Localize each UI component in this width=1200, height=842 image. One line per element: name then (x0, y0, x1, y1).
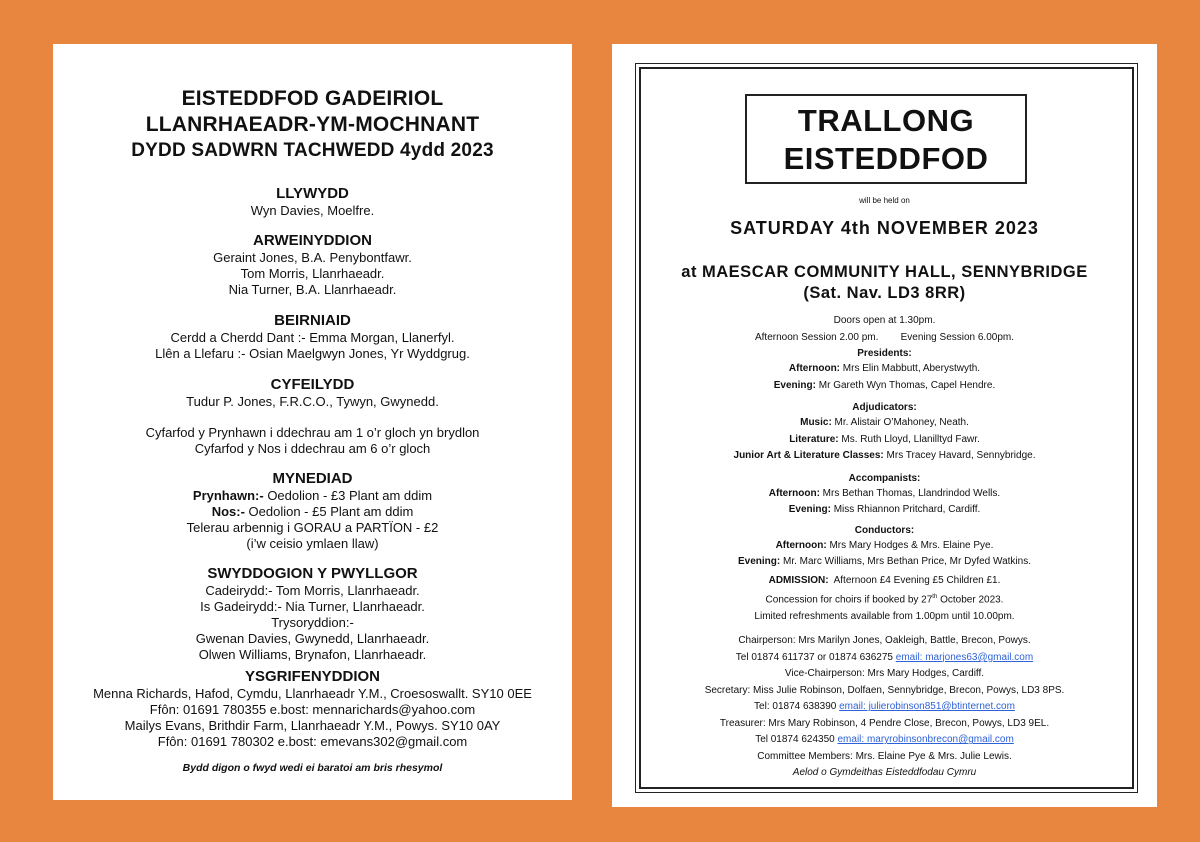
accompanist-afternoon (612, 486, 1157, 503)
secretary: Secretary: Miss Julie Robinson, Dolfaen, Sennybridge, Brecon, Powys, LD3 8PS. (704, 684, 1065, 696)
welsh-poster (53, 44, 572, 800)
committee-section (53, 565, 572, 663)
label: Music: (800, 417, 832, 428)
email-link[interactable]: email: marjones63@gmail.com (895, 651, 1034, 663)
section-heading: CYFEILYDD (270, 376, 355, 393)
phone: Tel 01874 611737 or 01874 636275 (735, 651, 896, 663)
admission-section (53, 470, 572, 552)
conductor-evening (612, 554, 1157, 571)
committee-members: Committee Members: Mrs. Elaine Pye & Mrs. Julie Lewis. (757, 750, 1012, 762)
held-on: will be held on (859, 196, 910, 205)
adjudicator-music (612, 415, 1157, 432)
email-link[interactable]: email: julierobinson851@btinternet.com (839, 701, 1015, 713)
session-times: Afternoon Session 2.00 pm. Evening Session 6.00pm. (754, 331, 1015, 343)
vice-chairperson: Vice-Chairperson: Mrs Mary Hodges, Cardiff. (784, 668, 985, 680)
section-line: Geraint Jones, B.A. Penybontfawr. (213, 250, 412, 265)
value: Concession for choirs if booked by 27 (765, 594, 933, 606)
admission-afternoon (53, 488, 572, 504)
treasurer: Treasurer: Mrs Mary Robinson, 4 Pendre Close, Brecon, Powys, LD3 9EL. (719, 717, 1050, 729)
label: Literature: (789, 433, 839, 445)
secretary-contact (612, 699, 1157, 716)
adjudicator-junior (612, 448, 1157, 465)
section-heading: YSGRIFENYDDION (244, 668, 380, 685)
president-afternoon (612, 361, 1157, 378)
adjudicators-section (53, 312, 572, 362)
admission-line (612, 573, 1157, 590)
concession-line (612, 589, 1157, 609)
value: Mrs Bethan Thomas, Llandrindod Wells. (819, 487, 1001, 499)
superscript: th (932, 594, 938, 600)
presidents-heading: Presidents: (857, 348, 912, 359)
value: October 2023. (937, 594, 1004, 606)
venue-block (612, 262, 1157, 304)
membership-note: Aelod o Gymdeithas Eisteddfodau Cymru (792, 767, 977, 779)
section-heading: LLYWYDD (276, 185, 349, 202)
section-heading: BEIRNIAID (274, 312, 351, 329)
accompanists-heading: Accompanists: (848, 472, 921, 484)
secretaries-section (53, 668, 572, 750)
start-times (53, 425, 572, 457)
chair-contact (612, 650, 1157, 667)
title-box (745, 94, 1027, 184)
label: Evening: (737, 556, 781, 567)
doors-open: Doors open at 1.30pm. (833, 315, 936, 326)
section-heading: ARWEINYDDION (253, 232, 372, 249)
value: Mrs Mary Hodges & Mrs. Elaine Pye. (826, 539, 994, 551)
section-line: Tom Morris, Llanrhaeadr. (240, 266, 385, 281)
section-line: Cerdd a Cherdd Dant :- Emma Morgan, Llanerfyl. (170, 330, 455, 345)
section-line: Telerau arbennig i GORAU a PARTÏON - £2 (186, 520, 439, 535)
title-line: DYDD SADWRN TACHWEDD 4ydd 2023 (131, 140, 494, 161)
section-line: Trysoryddion:- (271, 615, 354, 630)
value: Afternoon £4 Evening £5 Children £1. (828, 574, 1001, 586)
phone: Tel 01874 624350 (755, 734, 838, 746)
satnav: (Sat. Nav. LD3 8RR) (803, 284, 966, 302)
value: Mr Gareth Wyn Thomas, Capel Hendre. (815, 379, 996, 391)
accompanist-section (53, 376, 572, 410)
value: Miss Rhiannon Pritchard, Cardiff. (830, 504, 981, 515)
section-heading: SWYDDOGION Y PWYLLGOR (207, 565, 418, 582)
section-line: Llên a Llefaru :- Osian Maelgwyn Jones, Yr Wyddgrug. (155, 346, 470, 361)
president-evening (612, 378, 1157, 395)
admission-text: Oedolion - £5 Plant am ddim (244, 504, 414, 519)
label: Evening: (773, 379, 816, 391)
section-line: Olwen Williams, Brynafon, Llanrhaeadr. (198, 647, 427, 662)
section-heading: MYNEDIAD (272, 470, 353, 487)
label: Afternoon: (768, 487, 820, 499)
section-line: Menna Richards, Hafod, Cymdu, Llanrhaeadr Y.M., Croesoswallt. SY10 0EE (93, 686, 532, 701)
title-line: EISTEDDFOD GADEIRIOL (181, 87, 444, 110)
chairperson: Chairperson: Mrs Marilyn Jones, Oakleigh, Battle, Brecon, Powys. (738, 635, 1031, 647)
accompanist-evening (612, 502, 1157, 519)
event-date: SATURDAY 4th NOVEMBER 2023 (730, 218, 1039, 238)
admission-evening (53, 504, 572, 520)
section-line: Ffôn: 01691 780355 e.bost: mennarichards@yahoo.com (149, 702, 476, 717)
section-line: Is Gadeirydd:- Nia Turner, Llanrhaeadr. (200, 599, 425, 614)
section-line: Tudur P. Jones, F.R.C.O., Tywyn, Gwynedd. (186, 394, 439, 409)
venue: at MAESCAR COMMUNITY HALL, SENNYBRIDGE (681, 263, 1088, 281)
label: Evening: (788, 504, 831, 515)
programme-details (612, 313, 1157, 782)
admission-label: Nos:- (211, 504, 245, 519)
section-line: Wyn Davies, Moelfre. (250, 203, 375, 218)
english-poster (612, 44, 1157, 807)
label: Afternoon: (788, 363, 841, 374)
section-line: Mailys Evans, Brithdir Farm, Llanrhaeadr Y.M., Powys. SY10 0AY (124, 718, 501, 733)
section-line: Cadeirydd:- Tom Morris, Llanrhaeadr. (205, 583, 420, 598)
president-section (53, 185, 572, 219)
conductor-afternoon (612, 538, 1157, 555)
conductors-section (53, 232, 572, 298)
value: Mrs Tracey Havard, Sennybridge. (883, 450, 1036, 461)
value: Mr. Marc Williams, Mrs Bethan Price, Mr Dyfed Watkins. (780, 556, 1031, 567)
start-time-line: Cyfarfod y Nos i ddechrau am 6 o’r gloch (194, 441, 431, 456)
title-line: EISTEDDFOD (783, 141, 989, 176)
title-line: LLANRHAEADR-YM-MOCHNANT (145, 113, 480, 136)
admission-text: Oedolion - £3 Plant am ddim (263, 488, 433, 503)
value: Mrs Elin Mabbutt, Aberystwyth. (840, 363, 981, 374)
start-time-line: Cyfarfod y Prynhawn i ddechrau am 1 o’r gloch yn brydlon (145, 425, 480, 440)
refreshments-line: Limited refreshments available from 1.00pm until 10.00pm. (754, 610, 1015, 622)
poster-title (53, 86, 572, 164)
email-link[interactable]: email: maryrobinsonbrecon@gmail.com (837, 734, 1014, 746)
adjudicator-literature (612, 432, 1157, 449)
conductors-heading: Conductors: (854, 524, 915, 536)
value: Mr. Alistair O’Mahoney, Neath. (831, 417, 969, 428)
section-line: (i’w ceisio ymlaen llaw) (246, 536, 379, 551)
label: ADMISSION: (768, 574, 829, 586)
section-line: Ffôn: 01691 780302 e.bost: emevans302@gmail.com (157, 734, 468, 749)
adjudicators-heading: Adjudicators: (852, 402, 917, 413)
treasurer-contact (612, 732, 1157, 749)
footer-note: Bydd digon o fwyd wedi ei baratoi am bris rhesymol (182, 762, 443, 774)
section-line: Nia Turner, B.A. Llanrhaeadr. (228, 282, 397, 297)
section-line: Gwenan Davies, Gwynedd, Llanrhaeadr. (195, 631, 430, 646)
admission-label: Prynhawn:- (192, 488, 264, 503)
title-line: TRALLONG (797, 103, 975, 138)
value: Ms. Ruth Lloyd, Llanilltyd Fawr. (838, 433, 980, 445)
phone: Tel: 01874 638390 (754, 701, 840, 713)
label: Junior Art & Literature Classes: (733, 450, 884, 461)
label: Afternoon: (775, 539, 827, 551)
